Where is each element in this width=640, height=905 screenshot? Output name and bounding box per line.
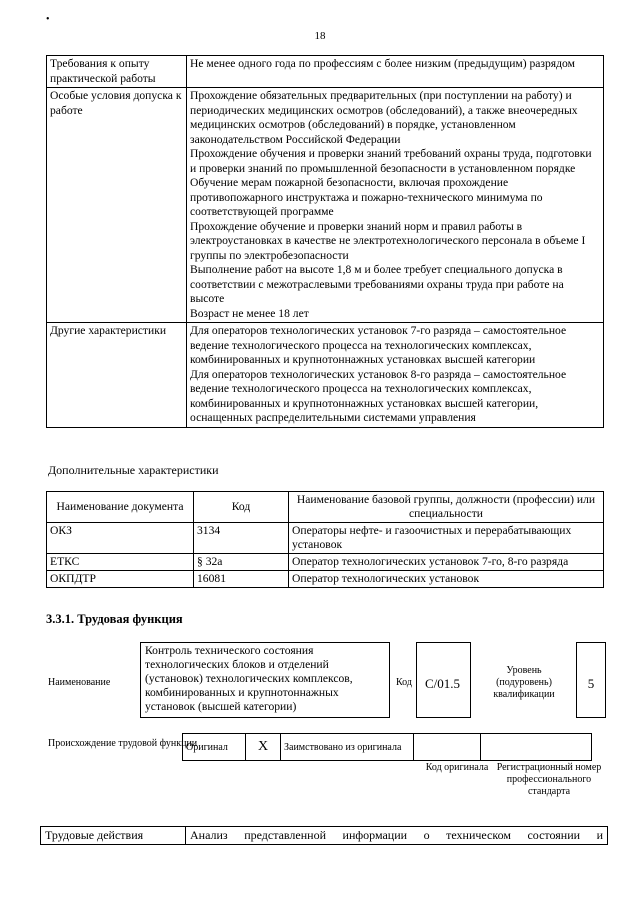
row-line: Не менее одного года по профессиям с более низким (предыдущим) разрядом	[190, 57, 575, 70]
origin-label: Происхождение трудовой функции	[48, 738, 198, 749]
column-header: Наименование документа	[47, 492, 194, 523]
original-cell: Оригинал	[183, 734, 246, 761]
table-row	[47, 323, 604, 428]
table-row	[47, 88, 604, 323]
classifier-table	[46, 491, 604, 588]
row-line: Возраст не менее 18 лет	[190, 306, 309, 320]
table-cell: § 32а	[194, 554, 289, 571]
table-header-row	[47, 492, 604, 523]
row-value	[187, 323, 604, 428]
row-line: Для операторов технологических установок 8-го разряда – самостоятельное ведение технологического процесса на технологических комплексах, комбинированных и крупнотоннажных установках высшей категории, оснащенных распределительными системами управления	[190, 367, 567, 424]
table-cell: Оператор технологических установок	[289, 571, 604, 588]
code-label: Код	[396, 677, 412, 688]
labor-actions-table	[40, 826, 608, 845]
labor-actions-label: Трудовые действия	[41, 827, 186, 845]
table-cell: 3134	[194, 523, 289, 554]
table-cell: ЕТКС	[47, 554, 194, 571]
section-title: 3.3.1. Трудовая функция	[46, 612, 183, 626]
column-header: Код	[194, 492, 289, 523]
row-line: Обучение мерам пожарной безопасности, включая прохождение противопожарного инструктажа и пожарно-технического минимума по соответствующей программе	[190, 176, 543, 218]
table-row	[47, 571, 604, 588]
table-row	[41, 827, 608, 845]
reg-number-label: Регистрационный номер профессионального стандарта	[496, 762, 602, 797]
function-code: С/01.5	[416, 642, 471, 718]
code-original-label: Код оригинала	[425, 762, 489, 773]
row-value	[187, 88, 604, 323]
origin-table	[182, 733, 592, 761]
page-mark: •	[46, 14, 50, 25]
name-label: Наименование	[48, 677, 111, 688]
table-cell: Оператор технологических установок 7-го, 8-го разряда	[289, 554, 604, 571]
column-header: Наименование базовой группы, должности (профессии) или специальности	[289, 492, 604, 523]
table-row	[47, 523, 604, 554]
original-mark: X	[246, 734, 281, 761]
row-line: Прохождение обучения и проверки знаний требований охраны труда, подготовки и проверки знаний по промышленной безопасности в установленном порядке	[190, 147, 592, 175]
table-cell: ОКЗ	[47, 523, 194, 554]
labor-actions-text: Анализ представленной информации о техническом состоянии и	[186, 827, 608, 845]
table-cell: ОКПДТР	[47, 571, 194, 588]
function-name: Контроль технического состояния технологических блоков и отделений (установок) технологических комплексов, комбинированных и крупнотоннажных установок (высшей категории)	[140, 642, 390, 718]
row-line: Прохождение обучение и проверки знаний норм и правил работы в электроустановках в качестве не электротехнологического персонала в объеме I группы по электробезопасности	[190, 219, 586, 262]
row-line: Прохождение обязательных предварительных (при поступлении на работу) и периодических медицинских осмотров (обследований), а также внеочередных медицинских осмотров (обследований) в порядке, установленном законодательством Российской Федерации	[190, 89, 578, 146]
page-number: 18	[314, 30, 326, 42]
code-original-cell	[414, 734, 481, 761]
row-label: Другие характеристики	[47, 323, 187, 428]
table-row	[183, 734, 592, 761]
table-row	[47, 56, 604, 88]
reg-number-cell	[481, 734, 592, 761]
table-cell: Операторы нефте- и газоочистных и перерабатывающих установок	[289, 523, 604, 554]
row-line: Выполнение работ на высоте 1,8 м и более требует специального допуска в соответствии с межотраслевыми требованиями охраны труда при работе на высоте	[190, 263, 564, 305]
level-label: Уровень (подуровень) квалификации	[493, 665, 555, 700]
borrowed-cell: Заимствовано из оригинала	[281, 734, 414, 761]
row-label: Особые условия допуска к работе	[47, 88, 187, 323]
requirements-table	[46, 55, 604, 428]
qualification-level: 5	[576, 642, 606, 718]
additional-title: Дополнительные характеристики	[48, 463, 219, 477]
row-line: Для операторов технологических установок 7-го разряда – самостоятельное ведение технологического процесса на технологических комплексах, комбинированных и крупнотоннажных установках высшей категории	[190, 324, 567, 366]
table-cell: 16081	[194, 571, 289, 588]
row-label: Требования к опыту практической работы	[47, 56, 187, 88]
table-row	[47, 554, 604, 571]
row-value	[187, 56, 604, 88]
